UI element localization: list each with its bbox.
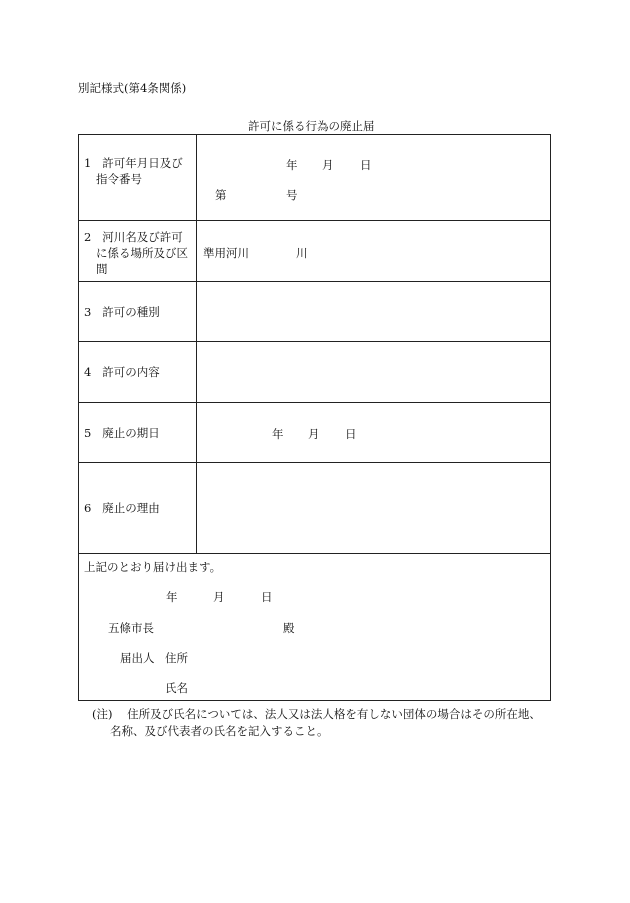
applicant-label: 届出人 bbox=[120, 651, 155, 665]
row-label-cell bbox=[79, 403, 197, 462]
row-label-cell bbox=[79, 135, 197, 220]
address-label: 住所 bbox=[165, 651, 188, 665]
declaration-section bbox=[79, 554, 550, 700]
row-label-line: 許可年月日及び bbox=[102, 156, 183, 170]
row-label-line: 間 bbox=[96, 262, 108, 276]
year-label: 年 bbox=[272, 427, 284, 441]
row-permit-date bbox=[79, 135, 550, 221]
day-label: 日 bbox=[261, 590, 273, 604]
year-label: 年 bbox=[286, 158, 298, 172]
number-prefix: 第 bbox=[215, 188, 227, 202]
row-number: 4 bbox=[84, 365, 92, 379]
day-label: 日 bbox=[345, 427, 357, 441]
river-suffix: 川 bbox=[296, 246, 308, 260]
row-label-line: 許可の内容 bbox=[102, 365, 160, 379]
month-label: 月 bbox=[308, 427, 320, 441]
row-label-line: 許可の種別 bbox=[102, 305, 160, 319]
row-value-cell[interactable] bbox=[197, 342, 550, 402]
row-label-cell bbox=[79, 221, 197, 281]
row-permit-type bbox=[79, 282, 550, 342]
row-abolition-reason bbox=[79, 463, 550, 554]
row-river-section bbox=[79, 221, 550, 282]
note-marker: (注) bbox=[92, 707, 113, 721]
row-abolition-date bbox=[79, 403, 550, 463]
row-label-line: 河川名及び許可 bbox=[102, 230, 183, 244]
row-value-cell[interactable] bbox=[197, 403, 550, 462]
row-value-cell[interactable] bbox=[197, 282, 550, 341]
row-number: 5 bbox=[84, 426, 92, 440]
day-label: 日 bbox=[360, 158, 372, 172]
honorific: 殿 bbox=[283, 621, 295, 635]
form-header: 別記様式(第4条関係) bbox=[78, 81, 187, 95]
row-value-cell[interactable] bbox=[197, 135, 550, 220]
row-number: 1 bbox=[84, 156, 92, 170]
row-label-line: に係る場所及び区 bbox=[96, 246, 188, 260]
declaration-statement: 上記のとおり届け出ます。 bbox=[84, 560, 222, 574]
row-permit-content bbox=[79, 342, 550, 403]
form-title: 許可に係る行為の廃止届 bbox=[248, 119, 375, 133]
month-label: 月 bbox=[322, 158, 334, 172]
row-value-cell[interactable] bbox=[197, 463, 550, 553]
row-number: 3 bbox=[84, 305, 92, 319]
row-label-cell bbox=[79, 342, 197, 402]
river-prefix: 準用河川 bbox=[203, 246, 249, 260]
row-number: 2 bbox=[84, 230, 92, 244]
number-suffix: 号 bbox=[286, 188, 298, 202]
row-label-cell bbox=[79, 463, 197, 553]
row-label-cell bbox=[79, 282, 197, 341]
row-label-line: 廃止の期日 bbox=[102, 426, 160, 440]
month-label: 月 bbox=[213, 590, 225, 604]
note-line-1 bbox=[92, 706, 541, 722]
row-value-cell[interactable] bbox=[197, 221, 550, 281]
row-number: 6 bbox=[84, 501, 92, 515]
row-label-line: 廃止の理由 bbox=[102, 501, 160, 515]
name-label: 氏名 bbox=[165, 681, 188, 695]
note-text: 住所及び氏名については、法人又は法人格を有しない団体の場合はその所在地、 bbox=[127, 707, 541, 721]
addressee: 五條市長 bbox=[108, 621, 154, 635]
note-line-2: 名称、及び代表者の氏名を記入すること。 bbox=[110, 724, 329, 738]
year-label: 年 bbox=[166, 590, 178, 604]
form-table bbox=[78, 134, 551, 701]
row-label-line: 指令番号 bbox=[96, 172, 142, 186]
